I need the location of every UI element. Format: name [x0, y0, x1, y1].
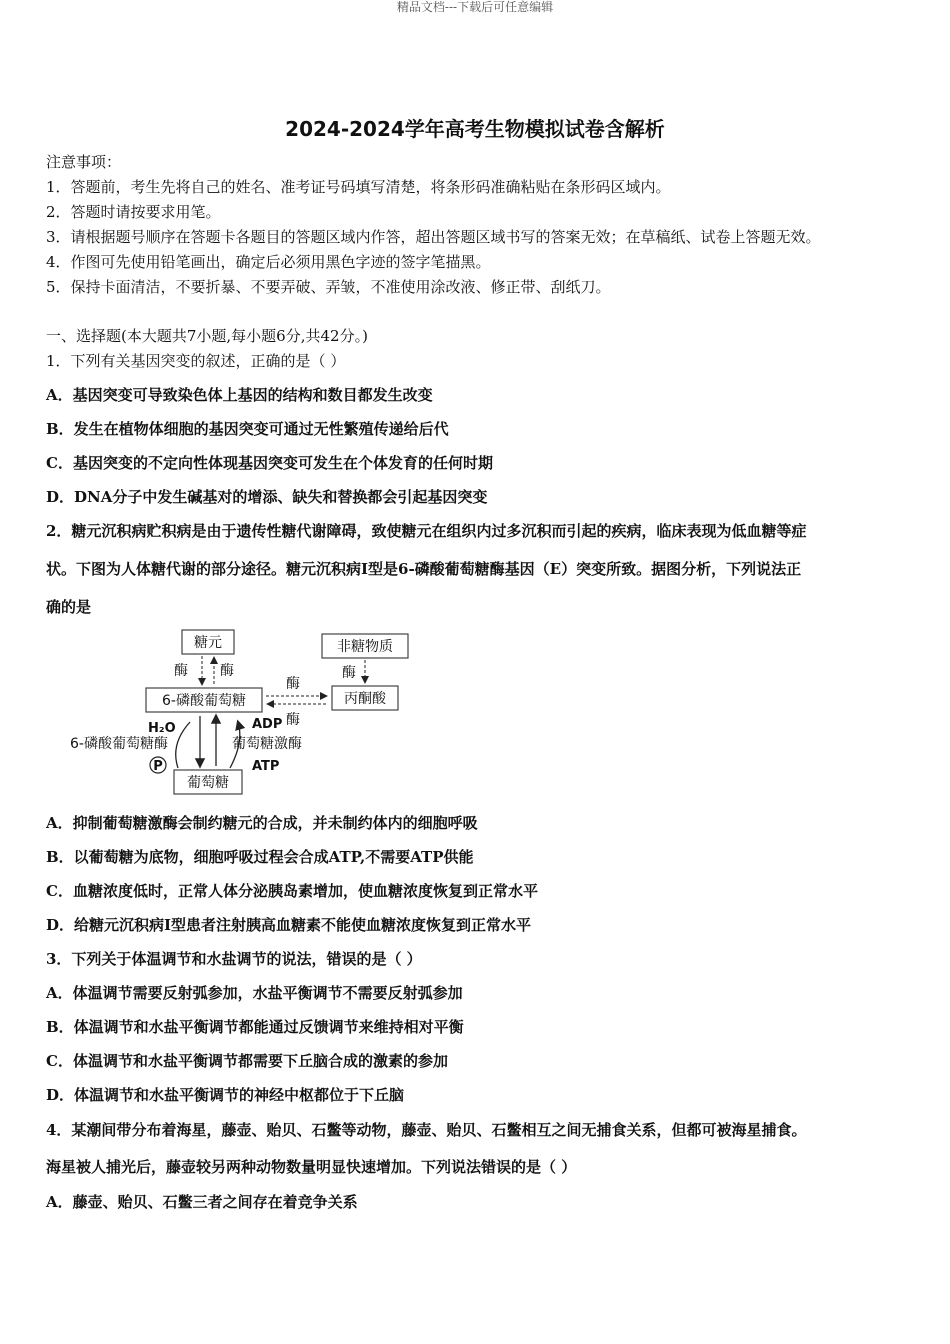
q1-option-d: D．DNA分子中发生碱基对的增添、缺失和替换都会引起基因突变 [46, 488, 488, 506]
enzyme-label: 酶 [342, 665, 356, 681]
pyruvate-label: 丙酮酸 [344, 691, 386, 707]
notice-item: 1．答题前，考生先将自己的姓名、准考证号码填写清楚，将条形码准确粘贴在条形码区域内。 [46, 178, 671, 196]
adp-label: ADP [252, 717, 283, 732]
glucokinase-label: 葡萄糖激酶 [232, 736, 302, 752]
nonsugar-label: 非糖物质 [337, 639, 393, 655]
notice-item: 3．请根据题号顺序在答题卡各题目的答题区域内作答，超出答题区域书写的答案无效；在草稿纸、试卷上答题无效。 [46, 228, 821, 246]
g6p-label: 6-磷酸葡萄糖 [162, 693, 246, 709]
q4-option-a: A．藤壶、贻贝、石鳖三者之间存在着竞争关系 [46, 1193, 358, 1211]
document-title: 2024-2024学年高考生物模拟试卷含解析 [285, 117, 665, 141]
q2-stem-line: 状。下图为人体糖代谢的部分途径。糖元沉积病Ⅰ型是6-磷酸葡萄糖酶基因（E）突变所致。据图分析，下列说法正 [46, 560, 802, 578]
q1-option-b: B．发生在植物体细胞的基因突变可通过无性繁殖传递给后代 [46, 420, 449, 438]
q2-option-a: A．抑制葡萄糖激酶会制约糖元的合成，并未制约体内的细胞呼吸 [46, 814, 478, 832]
h2o-curve [176, 722, 190, 768]
enzyme-label: 酶 [286, 676, 300, 692]
notice-item: 5．保持卡面清洁，不要折暴、不要弄破、弄皱，不准使用涂改液、修正带、刮纸刀。 [46, 278, 611, 296]
q3-option-a: A．体温调节需要反射弧参加，水盐平衡调节不需要反射弧参加 [46, 984, 463, 1002]
notice-heading: 注意事项： [46, 153, 122, 171]
q3-stem: 3．下列关于体温调节和水盐调节的说法，错误的是（ ） [46, 950, 422, 968]
q1-option-a: A．基因突变可导致染色体上基因的结构和数目都发生改变 [46, 386, 433, 404]
q2-option-c: C．血糖浓度低时，正常人体分泌胰岛素增加，使血糖浓度恢复到正常水平 [46, 882, 538, 900]
notice-item: 2．答题时请按要求用笔。 [46, 203, 221, 221]
q1-option-c: C．基因突变的不定向性体现基因突变可发生在个体发育的任何时期 [46, 454, 493, 472]
atp-label: ATP [252, 759, 280, 774]
notice-item: 4．作图可先使用铅笔画出，确定后必须用黑色字迹的签字笔描黑。 [46, 253, 491, 271]
q1-stem: 1．下列有关基因突变的叙述，正确的是（ ） [46, 352, 346, 370]
phosphate-label: P [153, 759, 163, 774]
enzyme-label: 酶 [174, 663, 188, 679]
q2-option-d: D．给糖元沉积病Ⅰ型患者注射胰高血糖素不能使血糖浓度恢复到正常水平 [46, 916, 532, 934]
glucose-metabolism-diagram [66, 626, 426, 798]
q2-option-b: B．以葡萄糖为底物，细胞呼吸过程会合成ATP,不需要ATP供能 [46, 848, 474, 866]
g6pase-label: 6-磷酸葡萄糖酶 [70, 736, 168, 752]
q4-stem-line: 4．某潮间带分布着海星，藤壶、贻贝、石鳖等动物，藤壶、贻贝、石鳖相互之间无捕食关系，但都可被海星捕食。 [46, 1121, 807, 1139]
enzyme-label: 酶 [286, 712, 300, 728]
q4-stem-line: 海星被人捕光后，藤壶较另两种动物数量明显快速增加。下列说法错误的是（ ） [46, 1158, 577, 1176]
enzyme-label: 酶 [220, 663, 234, 679]
section-heading: 一、选择题(本大题共7小题,每小题6分,共42分。) [46, 327, 368, 345]
q3-option-c: C．体温调节和水盐平衡调节都需要下丘脑合成的激素的参加 [46, 1052, 448, 1070]
glycogen-label: 糖元 [194, 635, 222, 651]
q3-option-b: B．体温调节和水盐平衡调节都能通过反馈调节来维持相对平衡 [46, 1018, 464, 1036]
q2-stem-line: 2．糖元沉积病贮积病是由于遗传性糖代谢障碍，致使糖元在组织内过多沉积而引起的疾病，临床表现为低血糖等症 [46, 522, 807, 540]
page-header: 精品文档---下载后可任意编辑 [396, 0, 554, 14]
h2o-label: H₂O [148, 721, 176, 736]
q3-option-d: D．体温调节和水盐平衡调节的神经中枢都位于下丘脑 [46, 1086, 405, 1104]
glucose-label: 葡萄糖 [187, 775, 229, 791]
q2-stem-line: 确的是 [46, 598, 92, 616]
